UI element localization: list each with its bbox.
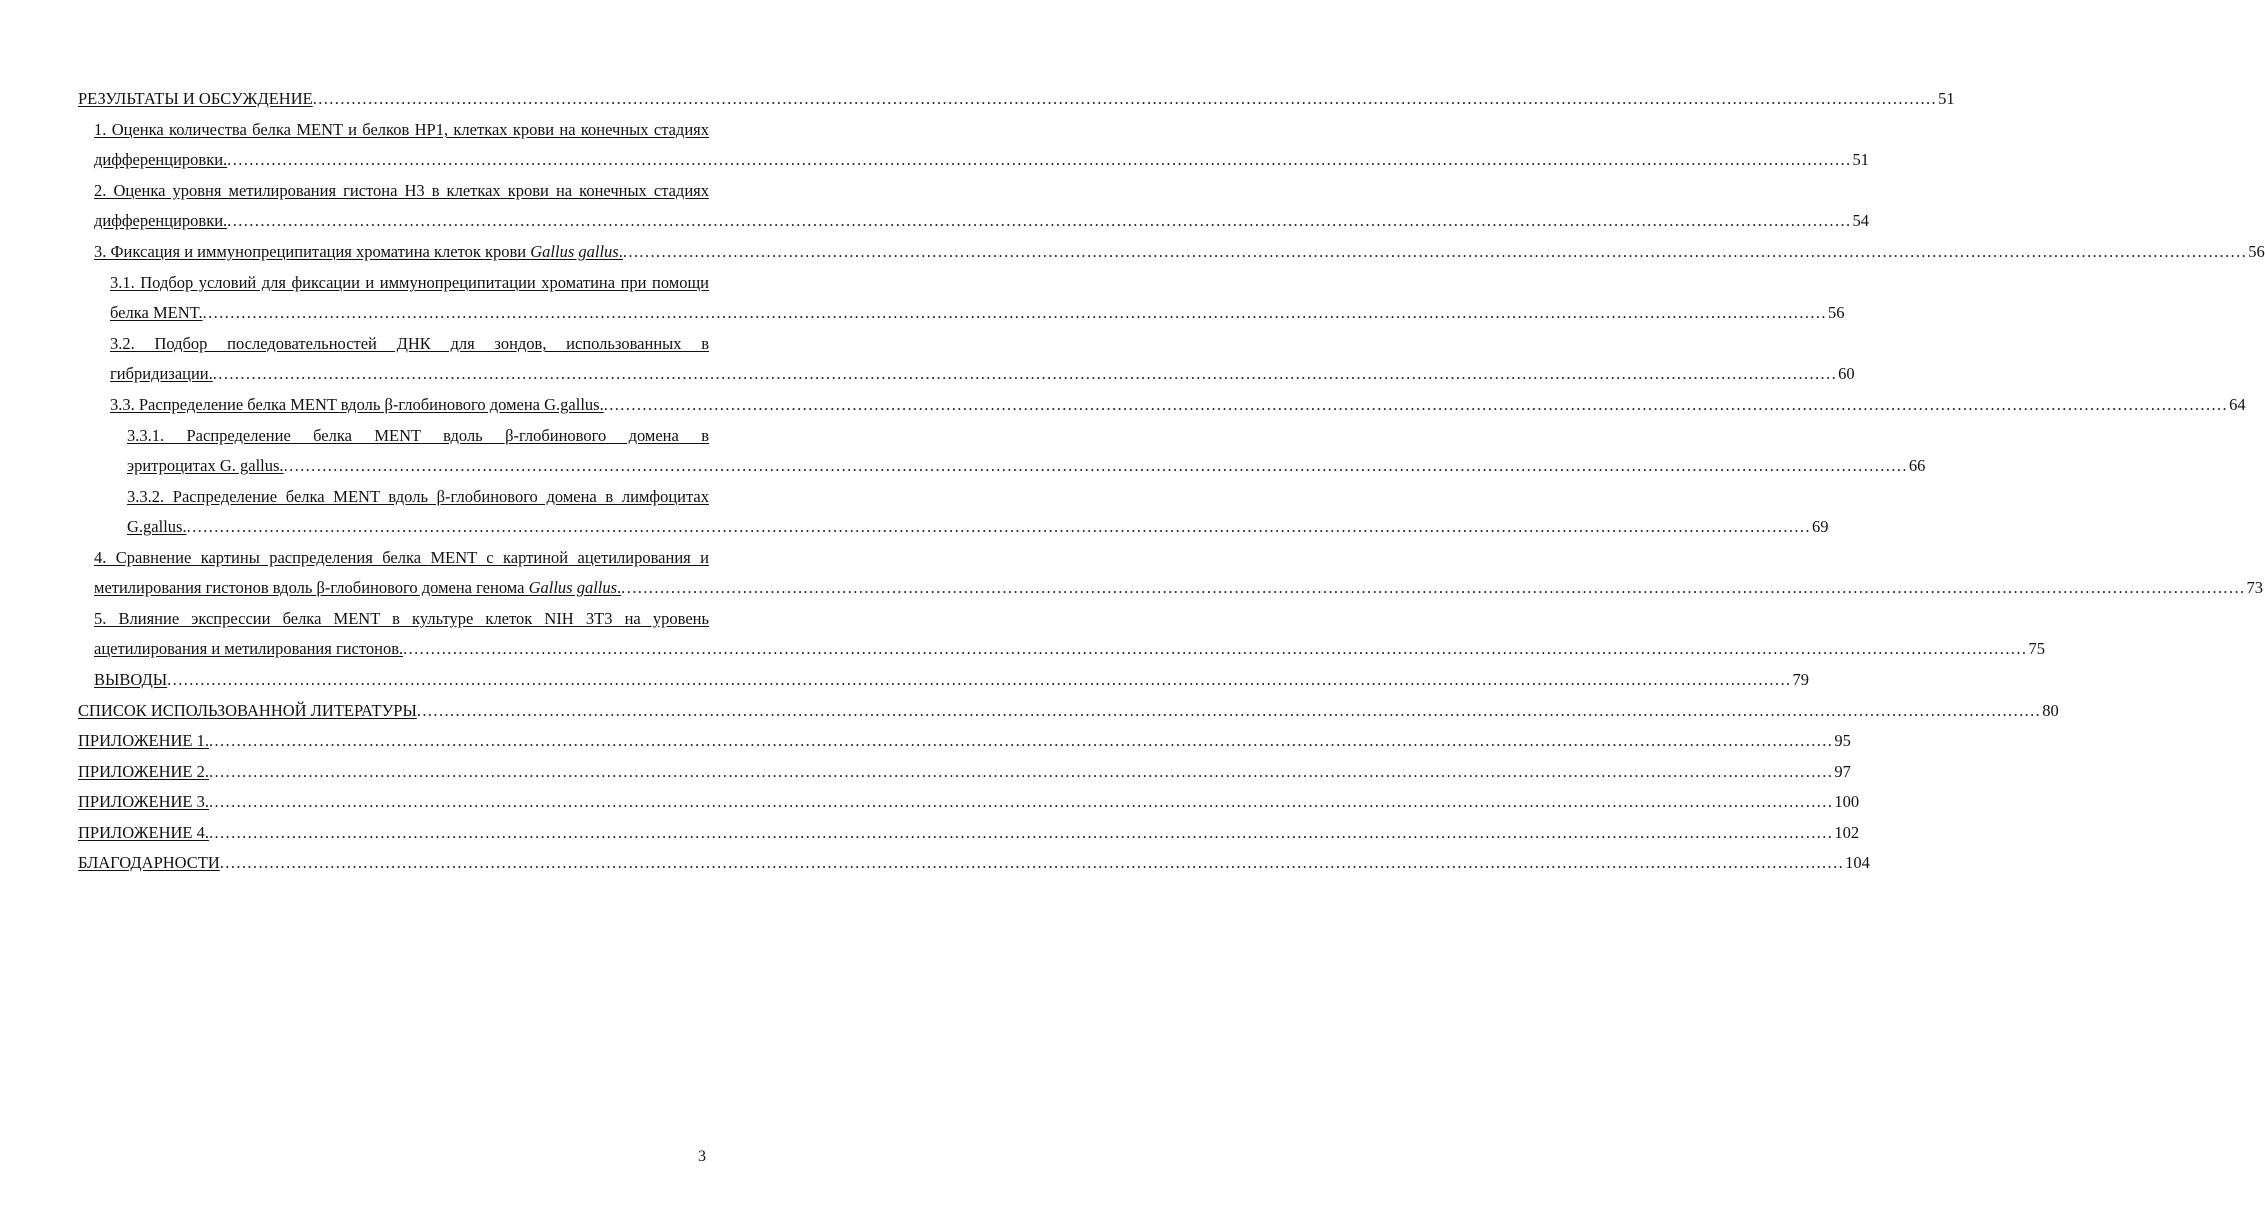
toc-leader-dots <box>213 361 1837 387</box>
toc-entry-title: 3.2. Подбор последовательностей ДНК для зондов, использованных в <box>110 334 709 353</box>
toc-leader-dots <box>209 820 1833 846</box>
toc-entry-page: 66 <box>1908 456 1926 475</box>
toc-entry-page: 102 <box>1834 823 1860 842</box>
toc-entry-title: 1. Оценка количества белка MENT и белков HP1, клетках крови на конечных стадиях <box>94 120 709 139</box>
toc-entry-4-line1[interactable] <box>94 545 709 571</box>
toc-entry-title: СПИСОК ИСПОЛЬЗОВАННОЙ ЛИТЕРАТУРЫ <box>78 701 417 720</box>
toc-leader-dots <box>621 575 2245 601</box>
toc-leader-dots <box>209 759 1833 785</box>
toc-entry-page: 80 <box>2042 701 2059 720</box>
toc-entry-results[interactable] <box>78 86 1955 112</box>
toc-leader-dots <box>220 850 1844 876</box>
toc-leader-dots <box>313 86 1937 112</box>
toc-entry-page: 51 <box>1852 150 1870 169</box>
toc-entry-conclusions[interactable] <box>94 667 1809 693</box>
toc-leader-dots <box>209 728 1833 754</box>
species-name: Gallus gallus <box>530 242 619 261</box>
toc-entry-page: 104 <box>1845 853 1870 872</box>
toc-leader-dots <box>167 667 1791 693</box>
toc-entry-page: 51 <box>1938 89 1955 108</box>
toc-entry-title: 3. Фиксация и иммунопреципитация хроматина клеток крови Gallus gallus. <box>94 242 623 261</box>
toc-entry-title-cont: эритроцитах G. gallus. <box>127 456 284 475</box>
toc-entry-title: 3.1. Подбор условий для фиксации и иммунопреципитации хроматина при помощи <box>110 273 709 292</box>
page-number: 3 <box>698 1148 706 1165</box>
toc-entry-4-line2[interactable] <box>94 575 2264 601</box>
toc-entry-title: РЕЗУЛЬТАТЫ И ОБСУЖДЕНИЕ <box>78 89 313 108</box>
toc-leader-dots <box>209 789 1833 815</box>
toc-entry-page: 56 <box>1827 303 1845 322</box>
toc-entry-appendix-4[interactable] <box>78 820 1860 846</box>
toc-entry-5-line2[interactable] <box>94 636 2045 662</box>
toc-entry-page: 54 <box>1852 211 1870 230</box>
toc-entry-page: 75 <box>2028 639 2045 658</box>
toc-entry-title: ПРИЛОЖЕНИЕ 1. <box>78 731 209 750</box>
toc-entry-references[interactable] <box>78 698 2059 724</box>
toc-entry-3-3-2-line2[interactable] <box>127 514 1829 540</box>
toc-entry-title: 4. Сравнение картины распределения белка MENT с картиной ацетилирования и <box>94 548 709 567</box>
toc-entry-title-cont: G.gallus. <box>127 517 187 536</box>
toc-entry-page: 69 <box>1811 517 1829 536</box>
toc-entry-3-3-2-line1[interactable] <box>127 484 709 510</box>
toc-entry-page: 56 <box>2248 242 2265 261</box>
toc-entry-title: 3.3.2. Распределение белка MENT вдоль β-глобинового домена в лимфоцитах <box>127 487 709 506</box>
toc-entry-title-cont: дифференцировки. <box>94 150 228 169</box>
toc-entry-title: 2. Оценка уровня метилирования гистона H3 в клетках крови на конечных стадиях <box>94 181 709 200</box>
toc-entry-appendix-1[interactable] <box>78 728 1851 754</box>
toc-entry-3-1-line2[interactable] <box>110 300 1845 326</box>
toc-entry-title: ПРИЛОЖЕНИЕ 4. <box>78 823 209 842</box>
toc-entry-title-cont: белка MENT. <box>110 303 203 322</box>
toc-leader-dots <box>284 453 1908 479</box>
toc-entry-title: БЛАГОДАРНОСТИ <box>78 853 220 872</box>
toc-entry-title: ПРИЛОЖЕНИЕ 2. <box>78 762 209 781</box>
toc-leader-dots <box>203 300 1827 326</box>
toc-entry-page: 60 <box>1838 364 1855 383</box>
toc-entry-page: 79 <box>1792 670 1809 689</box>
toc-leader-dots <box>604 392 2228 418</box>
toc-entry-page: 73 <box>2246 578 2264 597</box>
toc-entry-page: 64 <box>2229 395 2246 414</box>
toc-entry-1-line1[interactable] <box>94 117 709 143</box>
toc-entry-page: 95 <box>1834 731 1851 750</box>
toc-leader-dots <box>403 636 2027 662</box>
toc-entry-page: 97 <box>1834 762 1851 781</box>
toc-leader-dots <box>417 698 2041 724</box>
toc-entry-appendix-3[interactable] <box>78 789 1860 815</box>
toc-entry-page: 100 <box>1834 792 1860 811</box>
toc-leader-dots <box>187 514 1811 540</box>
toc-entry-title: ВЫВОДЫ <box>94 670 168 689</box>
toc-entry-title-cont: дифференцировки. <box>94 211 228 230</box>
toc-entry-title: ПРИЛОЖЕНИЕ 3. <box>78 792 209 811</box>
toc-entry-title-cont: гибридизации. <box>110 364 213 383</box>
toc-entry-3-2-line2[interactable] <box>110 361 1855 387</box>
toc-entry-3-1-line1[interactable] <box>110 270 709 296</box>
toc-entry-3-2-line1[interactable] <box>110 331 709 357</box>
toc-leader-dots <box>227 147 1851 173</box>
toc-entry-3[interactable] <box>94 239 2265 265</box>
toc-entry-appendix-2[interactable] <box>78 759 1851 785</box>
toc-entry-1-line2[interactable] <box>94 147 1870 173</box>
toc-entry-3-3-1-line2[interactable] <box>127 453 1926 479</box>
toc-entry-3-3-1-line1[interactable] <box>127 423 709 449</box>
toc-entry-title-cont: метилирования гистонов вдоль β-глобинового домена генома Gallus gallus. <box>94 578 622 597</box>
toc-entry-title-cont: ацетилирования и метилирования гистонов. <box>94 639 404 658</box>
toc-entry-title: 3.3. Распределение белка MENT вдоль β-глобинового домена G.gallus. <box>110 395 604 414</box>
toc-leader-dots <box>623 239 2247 265</box>
toc-entry-2-line2[interactable] <box>94 208 1870 234</box>
toc-entry-5-line1[interactable] <box>94 606 709 632</box>
species-name: Gallus gallus <box>528 578 618 597</box>
toc-entry-title: 3.3.1. Распределение белка MENT вдоль β-глобинового домена в <box>127 426 709 445</box>
toc-entry-3-3[interactable] <box>110 392 2246 418</box>
toc-leader-dots <box>227 208 1851 234</box>
toc-entry-title: 5. Влияние экспрессии белка MENT в культуре клеток NIH 3T3 на уровень <box>94 609 709 628</box>
toc-entry-acknowledgements[interactable] <box>78 850 1870 876</box>
toc-entry-2-line1[interactable] <box>94 178 709 204</box>
